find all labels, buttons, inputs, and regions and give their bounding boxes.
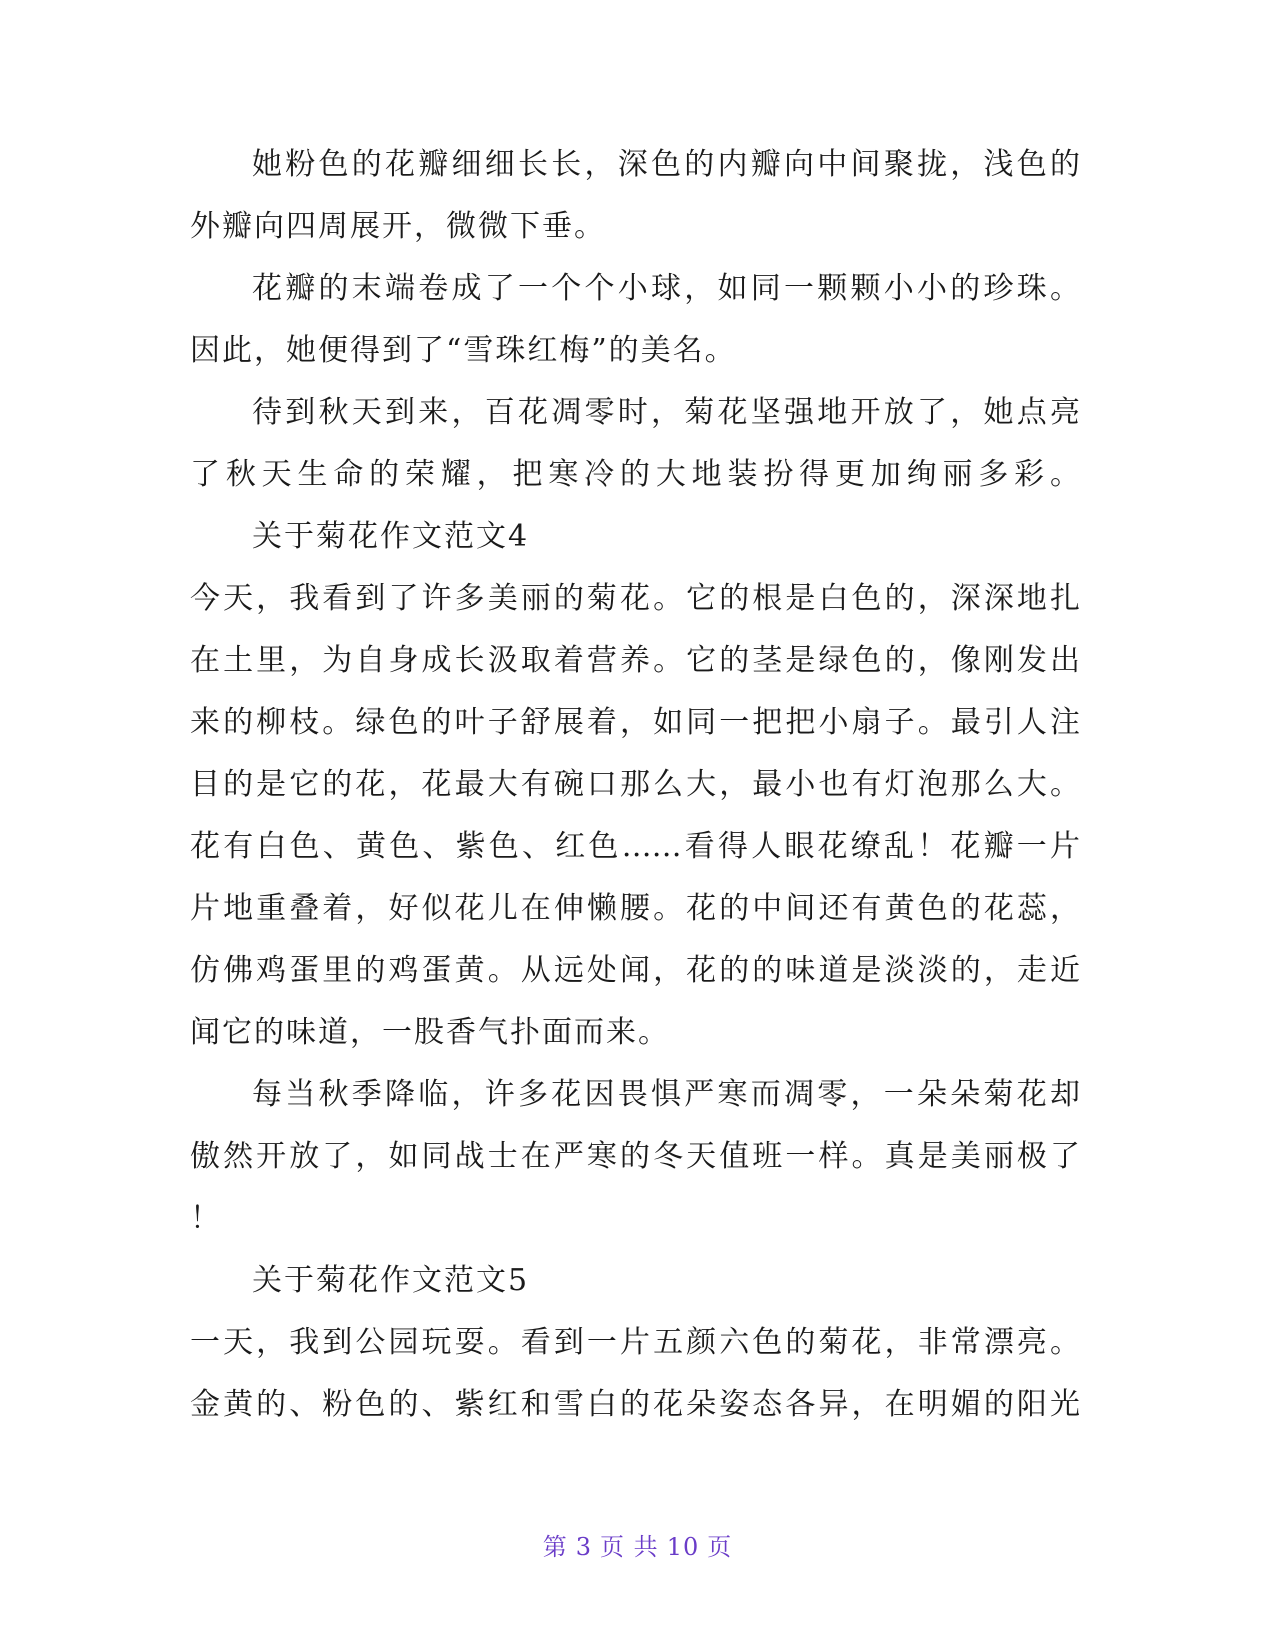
paragraph-line: 了秋天生命的荣耀，把寒冷的大地装扮得更加绚丽多彩。 [190,457,1080,492]
section-heading: 关于菊花作文范文4 [252,519,530,554]
current-page-number: 3 [575,1533,593,1561]
paragraph-line: ！ [190,1201,222,1236]
footer-prefix: 第 [542,1533,568,1561]
paragraph-line: 每当秋季降临，许多花因畏惧严寒而凋零，一朵朵菊花却 [252,1077,1080,1112]
footer-middle: 页 共 [600,1533,659,1561]
paragraph-line: 一天，我到公园玩耍。看到一片五颜六色的菊花，非常漂亮。 [190,1325,1080,1360]
paragraph-line: 片地重叠着，好似花儿在伸懒腰。花的中间还有黄色的花蕊， [190,891,1080,926]
paragraph-line: 金黄的、粉色的、紫红和雪白的花朵姿态各异，在明媚的阳光 [190,1387,1080,1422]
paragraph-line: 她粉色的花瓣细细长长，深色的内瓣向中间聚拢，浅色的 [252,147,1080,182]
footer-suffix: 页 [707,1533,733,1561]
page-footer [0,1532,1275,1562]
paragraph-line: 花有白色、黄色、紫色、红色……看得人眼花缭乱！花瓣一片 [190,829,1080,864]
paragraph-line: 在土里，为自身成长汲取着营养。它的茎是绿色的，像刚发出 [190,643,1080,678]
paragraph-line: 因此，她便得到了“雪珠红梅”的美名。 [190,333,737,368]
paragraph-line: 来的柳枝。绿色的叶子舒展着，如同一把把小扇子。最引人注 [190,705,1080,740]
paragraph-line: 闻它的味道，一股香气扑面而来。 [190,1015,670,1050]
paragraph-line: 外瓣向四周展开，微微下垂。 [190,209,606,244]
section-heading: 关于菊花作文范文5 [252,1263,530,1298]
paragraph-line: 待到秋天到来，百花凋零时，菊花坚强地开放了，她点亮 [252,395,1080,430]
paragraph-line: 仿佛鸡蛋里的鸡蛋黄。从远处闻，花的的味道是淡淡的，走近 [190,953,1080,988]
total-pages-number: 10 [666,1533,700,1561]
paragraph-line: 今天，我看到了许多美丽的菊花。它的根是白色的，深深地扎 [190,581,1080,616]
paragraph-line: 傲然开放了，如同战士在严寒的冬天值班一样。真是美丽极了 [190,1139,1080,1174]
paragraph-line: 花瓣的末端卷成了一个个小球，如同一颗颗小小的珍珠。 [252,271,1080,306]
paragraph-line: 目的是它的花，花最大有碗口那么大，最小也有灯泡那么大。 [190,767,1080,802]
